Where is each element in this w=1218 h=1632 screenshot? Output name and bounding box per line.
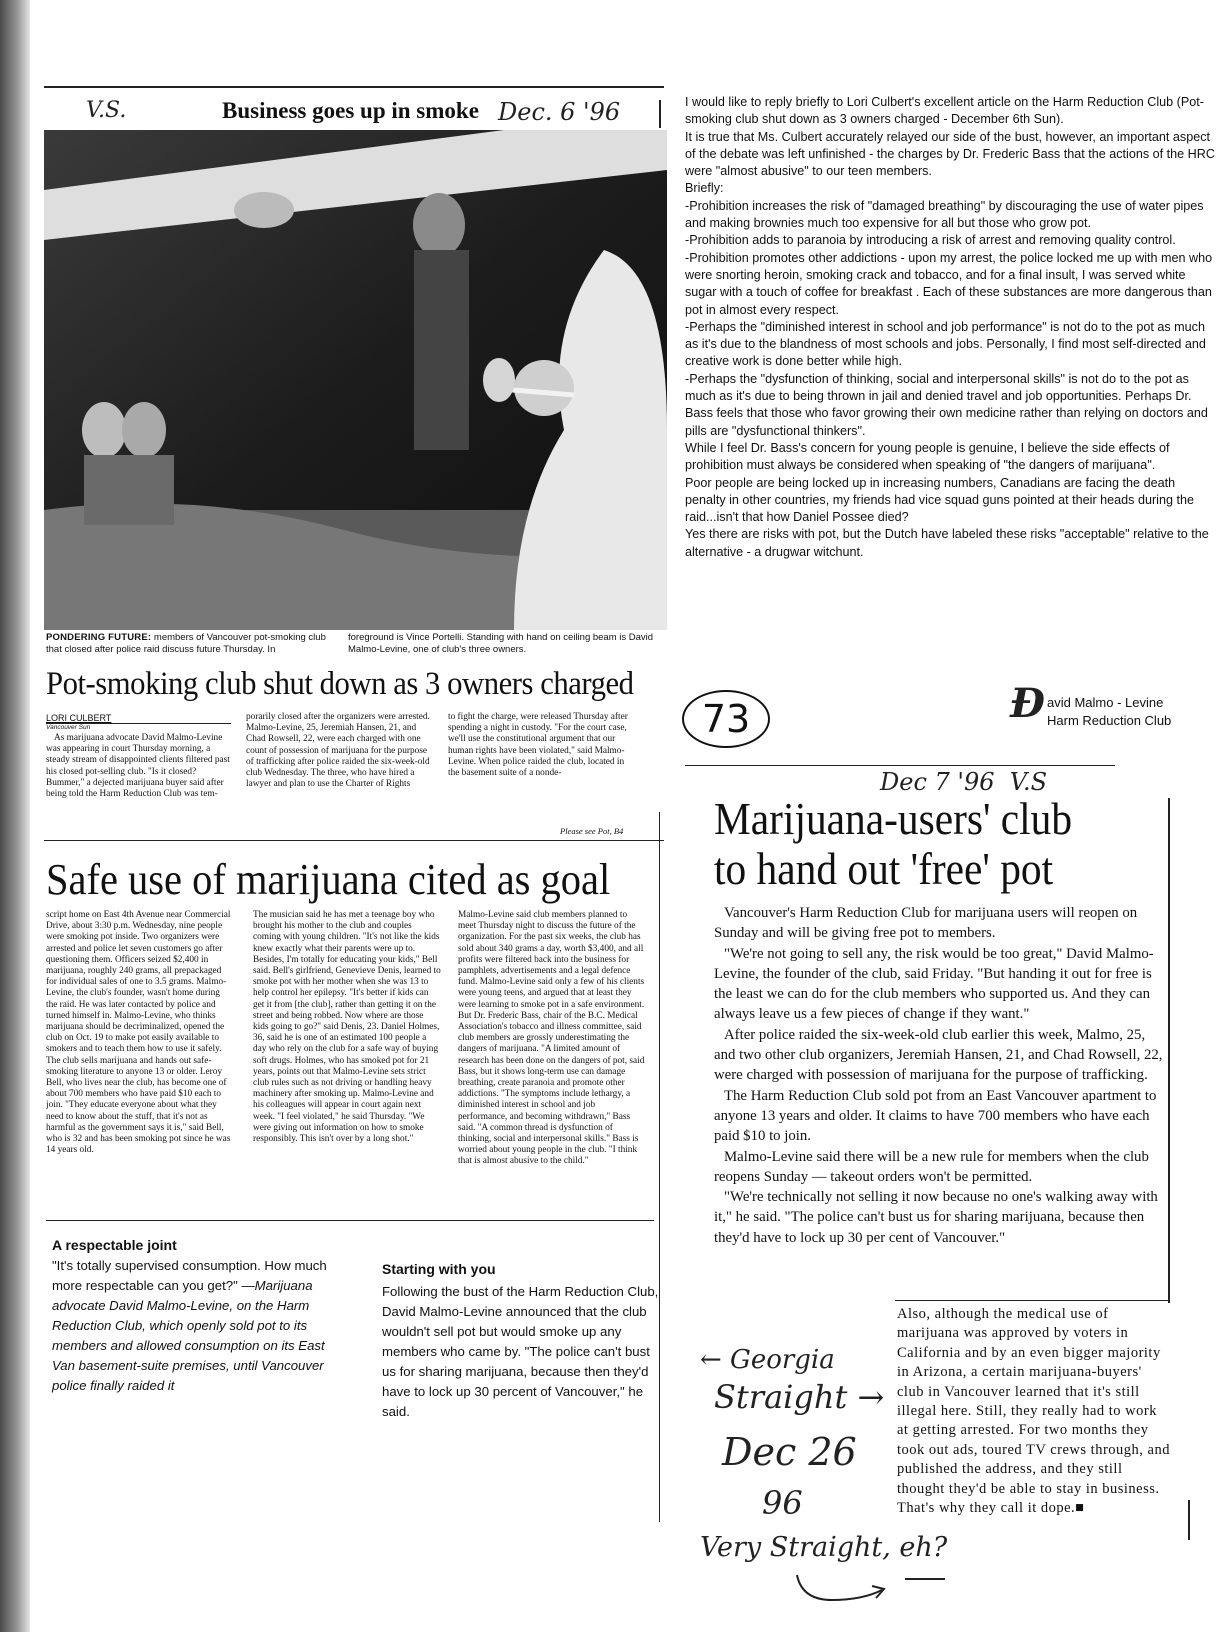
letter-paragraph: -Prohibition increases the risk of "damaged breathing" by discouraging the use of water pipes and making brownies much too expensive for all but those who grow pot. [685, 198, 1204, 231]
caption-lead: PONDERING FUTURE: [46, 632, 152, 643]
article1-col3: to fight the charge, were released Thursday after spending a night in custody. "For the court case, we'll use the constitutional argument that our human rights have been violated," said Malmo-Levine. When police raided the club, located in the basement suite of a nonde- [448, 712, 628, 779]
handwritten-georgia: ← Georgia [700, 1345, 835, 1375]
letter-paragraph: -Prohibition promotes other addictions - upon my arrest, the police locked me up with men who were snorting heroin, smoking crack and tobacco, and for a final insult, I was served white sugar with a touch of coffee for breakfast . Each of these substances are more dangerous than pot in almost every respect. [685, 250, 1213, 317]
signature-initial: Ð [1010, 680, 1045, 727]
letter-paragraph: Briefly: [685, 181, 724, 196]
handwritten-date: Dec 26 [722, 1430, 857, 1474]
article1-byline: LORI CULBERT [46, 713, 112, 723]
signature-name: avid Malmo - Levine [1047, 695, 1164, 710]
article3-paragraph: The Harm Reduction Club sold pot from an East Vancouver apartment to anyone 13 years and older. It claims to have 700 members who have each paid $10 to join. [714, 1087, 1157, 1145]
article1-headline: Pot-smoking club shut down as 3 owners charged [46, 666, 634, 702]
sidebar-top-rule [895, 1300, 1170, 1301]
quote2-body: Following the bust of the Harm Reduction Club, David Malmo-Levine announced that the club wouldn't sell pot but would smoke up any members who came by. "The police can't bust us for sharing marijuana, because then they'd have to lock up 30 percent of Vancouver," he said. [382, 1284, 659, 1419]
letter-signature [1047, 694, 1171, 730]
page-number-circle [682, 690, 770, 748]
club-photo [44, 130, 667, 630]
quote1-body [52, 1256, 337, 1396]
letter-paragraph: -Perhaps the "diminished interest in school and job performance" is not do to the pot as much as it's due to the blandness of most schools and jobs. Personally, I find most self-directed and creative work is done better while high. [685, 319, 1206, 369]
page-number: 73 [701, 697, 751, 741]
header-divider [659, 100, 661, 128]
article1-continued: Please see Pot, B4 [560, 826, 624, 836]
byline-rule [46, 723, 231, 724]
quote1-text: "It's totally supervised consumption. How much more respectable can you get?" [52, 1258, 327, 1293]
letter-paragraph: -Prohibition adds to paranoia by introducing a risk of arrest and removing quality control. [685, 233, 1176, 248]
article3-paragraph: "We're technically not selling it now because no one's walking away with it," he said. "The police can't bust us for sharing marijuana, because then they'd have to lock up 30 per cent of Vancouver." [714, 1189, 1158, 1246]
handwritten-straight: Straight → [714, 1378, 885, 1416]
letter-paragraph: It is true that Ms. Culbert accurately relayed our side of the bust, however, an important aspect of the debate was left unfinished - the charges by Dr. Frederic Bass that the actions of the HRC were "almost abusive" to our teen members. [685, 129, 1215, 179]
article1-col2: porarily closed after the organizers were arrested. Malmo-Levine, 25, Jeremiah Hansen, 21, and Chad Rowsell, 22, were each charged with one count of possession of marijuana for the purpose of trafficking after police raided the six-week-old club Wednesday. The three, who have hired a lawyer and plan to use the Charter of Rights [246, 712, 430, 790]
clipping-title: Business goes up in smoke [222, 98, 479, 123]
date-note: Dec. 6 '96 [498, 98, 621, 126]
handwritten-arrow [792, 1570, 892, 1610]
caption-left: members of Vancouver pot-smoking club that closed after police raid discuss future Thursday. In [46, 632, 326, 655]
article2-col3: Malmo-Levine said club members planned to meet Thursday night to discuss the future of the organization. For the past six weeks, the club has sold about 340 grams a day, worth $3,400, and all profits were filtered back into the business for pamphlets, advertisements and a legal defence fund. Malmo-Levine said only a few of his clients were young teens, and argued that at least they were learning to smoke pot in a safe environment. But Dr. Frederic Bass, chair of the B.C. Medical Association's tobacco and illness committee, said club members are grossly underestimating the dangers of marijuana. "A limited amount of research has been done on the dangers of pot, said Bass, but it shows long-term use can damage breathing, create paranoia and promote other addictions. "The symptoms include lethargy, a diminished interest in school and job performance, and becoming withdrawn," Bass said. "A common thread is dysfunction of thinking, social and interpersonal skills." Bass is worried about young people in the club. "I think that is almost abusive to the child." [458, 910, 645, 1167]
handwritten-year: 96 [762, 1484, 803, 1522]
quote2-title: Starting with you [382, 1261, 496, 1277]
article3-paragraph: After police raided the six-week-old club earlier this week, Malmo, 25, and two other club organizers, Jeremiah Hansen, 21, and Chad Rowsell, 22, were charged with possession of marijuana for the purpose of trafficking. [714, 1026, 1163, 1084]
handwritten-dash [905, 1578, 945, 1580]
article2-col2: The musician said he has met a teenage boy who brought his mother to the club and couples coming with young children. "It's not like the kids knew exactly what their parents were up to. Besides, I'm totally for educating your kids," Bell said. Bell's girlfriend, Genevieve Denis, learned to smoke pot with her mother when she was 13 to help control her epilepsy. "It's better if kids can get it from [the club], rather than getting it on the street and being robbed. Now where are those kids going to go?" said Denis, 23. Daniel Holmes, 36, said he is one of an estimated 100 people a day who rely on the club for a safe way of buying soft drugs. Holmes, who has smoked pot for 21 years, points out that Malmo-Levine sets strict club rules such as not driving or handling heavy machinery after smoking up. Malmo-Levine and his colleagues will appear in court again next week. "I feel violated," he said Thursday. "We were giving out information on how to smoke responsibly. This isn't over by a long shot." [253, 910, 441, 1145]
article3-paragraph: Vancouver's Harm Reduction Club for marijuana users will reopen on Sunday and will be giving free pot to members. [714, 905, 1138, 942]
article3-headline-line1: Marijuana-users' club [714, 793, 1073, 844]
article2-bottom-rule [46, 1220, 654, 1221]
letter-paragraph: I would like to reply briefly to Lori Culbert's excellent article on the Harm Reduction Club (Pot-smoking club shut down as 3 owners charged - December 6th Sun). [685, 95, 1204, 127]
article2-col1: script home on East 4th Avenue near Commercial Drive, about 3:30 p.m. Wednesday, nine people were smoking pot inside. Two organizers were arrested and police let seven customers go after questioning them. Officers seized $2,400 in marijuana, roughly 240 grams, all prepackaged for individual sales of one to 3.5 grams. Malmo-Levine, the club's founder, wasn't home during the raid. He was later contacted by police and turned himself in. Malmo-Levine, who thinks marijuana should be decriminalized, opened the club on Oct. 19 to make pot easily available to smokers and to teach them how to use it safely. The club sells marijuana and hands out safe-smoking literature to anyone 13 or older. Leroy Bell, who lives near the club, has become one of about 700 members who have paid $10 each to join. "They educate everyone about what they need to know about the stuff, that it's not as harmful as the government says it is," said Bell, who is 32 and has been smoking pot since he was 14 years old. [46, 910, 231, 1156]
photo-image [44, 130, 667, 630]
handwritten-comment: Very Straight, eh? [700, 1532, 948, 1563]
sidebar-text: Also, although the medical use of marijuana was approved by voters in California and by an even bigger majority in Arizona, a certain marijuana-buyers' club in Vancouver learned that it's still illegal here. Still, they really had to work at getting arrested. For two months they took out ads, toured TV crews through, and published the address, and they still thought they'd be able to stay in business. That's why they call it dope.■ [897, 1306, 1170, 1517]
article1-col1: As marijuana advocate David Malmo-Levine was appearing in court Thursday morning, a steady stream of disappointed clients filtered past his closed pot-selling club. "Is it closed? Bummer," a dejected marijuana buyer said after being told the Harm Reduction Club was tem- [46, 733, 230, 800]
letter-paragraph: -Perhaps the "dysfunction of thinking, social and interpersonal skills" is not do to the pot as much as it's due to being thrown in jail and denied travel and job opportunities. Perhaps Dr. Bass feels that those who favor growing their own medicine rather than relying on doctors and pills are "dysfunctional thinkers". [685, 371, 1208, 438]
signature-org: Harm Reduction Club [1047, 713, 1172, 728]
article3-paragraph: Malmo-Levine said there will be a new rule for members when the club reopens Sunday — takeout orders won't be permitted. [714, 1148, 1149, 1185]
initials-note: V.S. [86, 98, 127, 123]
letter-paragraph: Yes there are risks with pot, but the Dutch have labeled these risks "acceptable" relative to the alternative - a drugwar witchunt. [685, 527, 1209, 559]
letter-to-editor [685, 94, 1215, 561]
quote1-attribution: —Marijuana advocate David Malmo-Levine, on the Harm Reduction Club, which openly sold pot to its members and allowed consumption on its East Van basement-suite premises, until Vancouver police finally raided it [52, 1278, 325, 1393]
quote1-title: A respectable joint [52, 1237, 177, 1253]
article1-byline-source: Vancouver Sun [46, 724, 91, 731]
top-rule [44, 86, 664, 88]
article3-top-rule [685, 765, 1115, 766]
margin-mark [1188, 1500, 1190, 1540]
article2-top-rule [44, 840, 664, 841]
letter-paragraph: Poor people are being locked up in increasing numbers, Canadians are facing the death penalty in other countries, my friends had vice squad guns pointed at their heads during the raid...isn't that how Daniel Possee died? [685, 475, 1194, 525]
article3-paragraph: "We're not going to sell any, the risk would be too great," David Malmo-Levine, the founder of the club, said Friday. "But handing it out for free is the least we can do for the club members who supported us. And they can always leave us a few pieces of change if they want." [714, 945, 1154, 1023]
article2-headline: Safe use of marijuana cited as goal [46, 855, 611, 904]
article3-body [714, 903, 1169, 1248]
article3-headline-line2: to hand out 'free' pot [714, 843, 1054, 894]
page-spine-shadow [0, 0, 30, 1632]
letter-paragraph: While I feel Dr. Bass's concern for young people is genuine, I believe the side effects of prohibition must always be considered when speaking of "the dangers of marijuana". [685, 440, 1170, 473]
caption-right: foreground is Vince Portelli. Standing with hand on ceiling beam is David Malmo-Levine, one of club's three owners. [348, 632, 654, 655]
article3-date-note: Dec 7 '96 V.S [880, 768, 1048, 796]
